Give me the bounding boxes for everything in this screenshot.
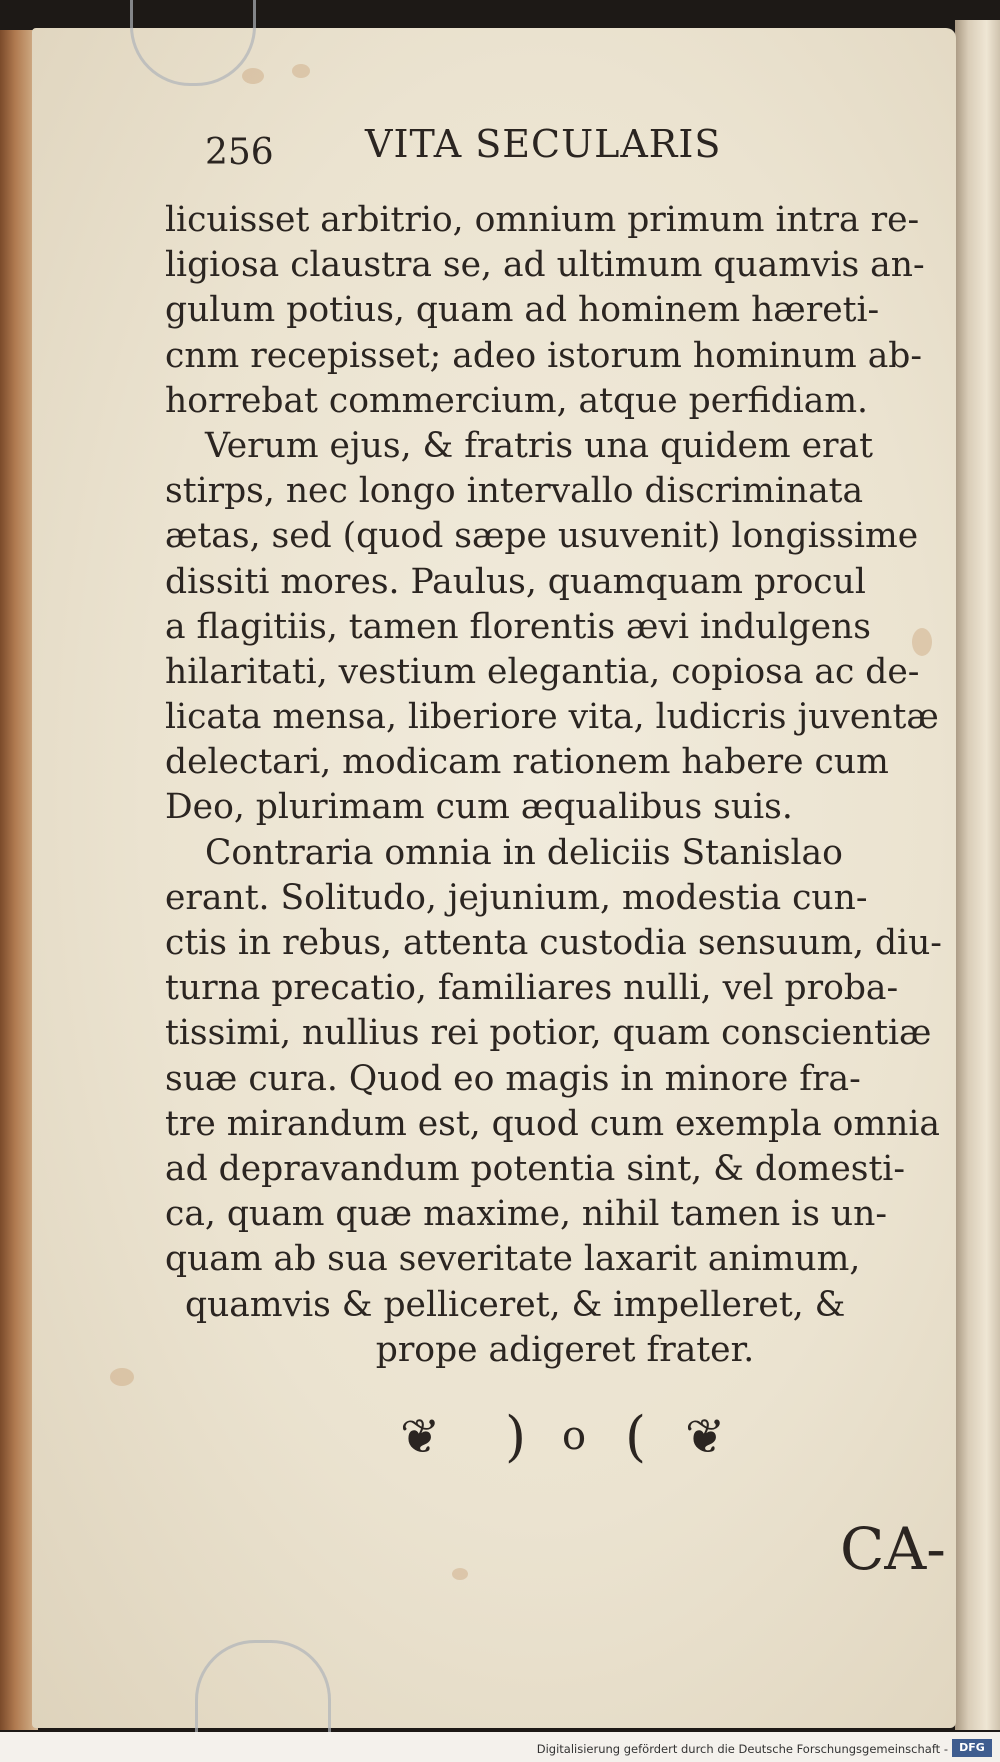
fleuron-left-icon: ❦ — [400, 1409, 441, 1465]
text-line: tre mirandum est, quod cum exempla omnia — [165, 1103, 940, 1144]
ornament-center: o — [562, 1413, 587, 1459]
foxing-stain — [110, 1368, 134, 1386]
text-line: tissimi, nullius rei potior, quam conscientiæ — [165, 1013, 932, 1054]
text-line: hilaritati, vestium elegantia, copiosa ac de- — [165, 651, 920, 692]
text-line: cnm recepisset; adeo istorum hominum ab- — [165, 335, 923, 376]
text-line: horrebat commercium, atque perfidiam. — [165, 380, 869, 421]
catchword: CA- — [840, 1515, 946, 1583]
dfg-logo: DFG — [952, 1739, 992, 1757]
text-line: turna precatio, familiares nulli, vel proba- — [165, 968, 899, 1009]
text-line-final: prope adigeret frater. — [375, 1329, 755, 1370]
paragraph-start-line: Contraria omnia in deliciis Stanislao — [205, 832, 843, 873]
running-title: VITA SECULARIS — [365, 122, 722, 166]
text-line: dissiti mores. Paulus, quamquam procul — [165, 561, 866, 602]
foxing-stain — [242, 68, 264, 84]
book-edge-right — [955, 20, 1000, 1730]
text-line: ad depravandum potentia sint, & domesti- — [165, 1148, 905, 1189]
printers-ornament — [400, 1405, 780, 1475]
text-line: stirps, nec longo intervallo discriminata — [165, 471, 864, 512]
page-number: 256 — [205, 132, 274, 173]
ornament-paren-right: ( — [625, 1405, 647, 1468]
funding-credit: Digitalisierung gefördert durch die Deutsche Forschungsgemeinschaft - — [536, 1742, 948, 1756]
foxing-stain — [452, 1568, 468, 1580]
text-line: a flagitiis, tamen florentis ævi indulgens — [165, 606, 871, 647]
foxing-stain — [292, 64, 310, 78]
text-line: erant. Solitudo, jejunium, modestia cun- — [165, 877, 868, 918]
text-line: quam ab sua severitate laxarit animum, — [165, 1239, 861, 1280]
page-header — [205, 118, 825, 178]
text-line: suæ cura. Quod eo magis in minore fra- — [165, 1058, 861, 1099]
paragraph-start-line: Verum ejus, & fratris una quidem erat — [205, 425, 873, 466]
text-line: ctis in rebus, attenta custodia sensuum, diu- — [165, 923, 942, 963]
text-line: licata mensa, liberiore vita, ludicris juventæ — [165, 697, 939, 738]
fleuron-right-icon: ❦ — [685, 1409, 726, 1465]
digitization-footer — [0, 1732, 1000, 1762]
text-line: ca, quam quæ maxime, nihil tamen is un- — [165, 1194, 887, 1235]
text-line: Deo, plurimam cum æqualibus suis. — [165, 787, 793, 828]
ornament-paren-left: ) — [505, 1405, 527, 1468]
text-line: gulum potius, quam ad hominem hæreti- — [165, 290, 880, 331]
text-line: ætas, sed (quod sæpe usuvenit) longissime — [165, 516, 919, 557]
text-line: ligiosa claustra se, ad ultimum quamvis an- — [165, 245, 925, 286]
text-line: licuisset arbitrio, omnium primum intra re- — [165, 200, 920, 240]
text-line: quamvis & pelliceret, & impelleret, & — [185, 1284, 846, 1325]
text-line: delectari, modicam rationem habere cum — [165, 742, 889, 783]
body-text — [165, 198, 955, 1373]
